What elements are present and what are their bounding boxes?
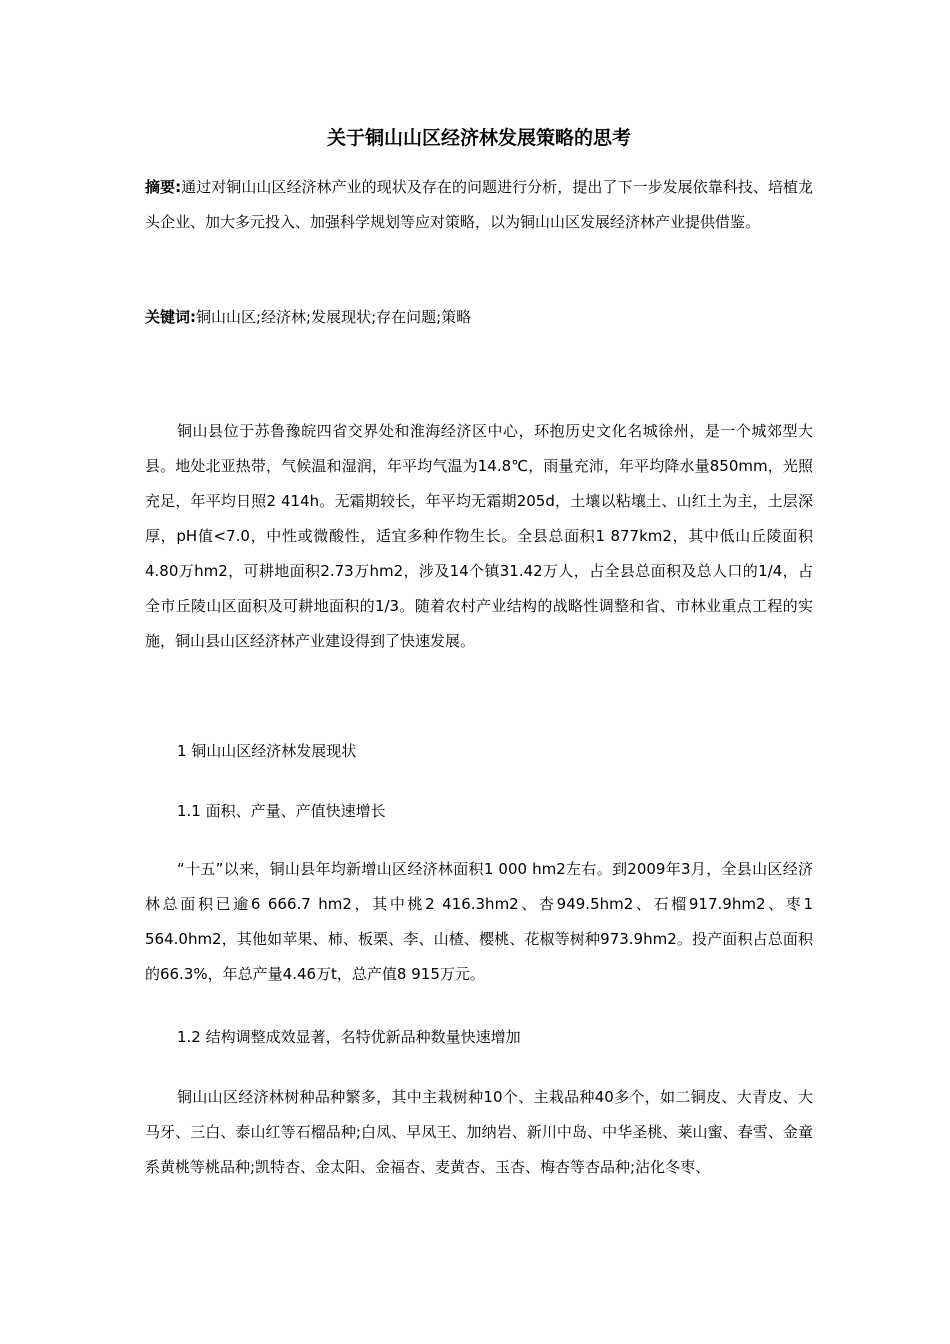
section-heading-1-2: 1.2 结构调整成效显著，名特优新品种数量快速增加 bbox=[177, 1028, 521, 1046]
keywords-label: 关键词: bbox=[145, 308, 196, 326]
section-heading-1: 1 铜山山区经济林发展现状 bbox=[177, 742, 357, 760]
document-title: 关于铜山山区经济林发展策略的思考 bbox=[326, 127, 631, 149]
abstract-label: 摘要: bbox=[145, 178, 182, 196]
paragraph-intro: 铜山县位于苏鲁豫皖四省交界处和淮海经济区中心，环抱历史文化名城徐州，是一个城郊型大县。地处北亚热带，气候温和湿润，年平均气温为14.8℃，雨量充沛，年平均降水量850mm，光照充足，年平均日照2 414h。无霜期较长，年平均无霜期205d，土壤以粘壤土、山红土为主，土层深厚，pH值<7.0，中性或微酸性，适宜多种作物生长。全县总面积1 877km2，其中低山丘陵面积4.80万hm2，可耕地面积2.73万hm2，涉及14个镇31.42万人，占全县总面积及总人口的1/4，占全市丘陵山区面积及可耕地面积的1/3。随着农村产业结构的战略性调整和省、市林业重点工程的实施，铜山县山区经济林产业建设得到了快速发展。 bbox=[145, 422, 813, 650]
section-heading-1-1: 1.1 面积、产量、产值快速增长 bbox=[177, 802, 386, 820]
abstract bbox=[145, 170, 813, 240]
paragraph-varieties: 铜山山区经济林树种品种繁多，其中主栽树种10个、主栽品种40多个，如二铜皮、大青皮、大马牙、三白、泰山红等石榴品种;白凤、早凤王、加纳岩、新川中岛、中华圣桃、莱山蜜、春雪、金童系黄桃等桃品种;凯特杏、金太阳、金福杏、麦黄杏、玉杏、梅杏等杏品种;沾化冬枣、 bbox=[145, 1088, 813, 1176]
keywords bbox=[145, 300, 813, 335]
abstract-text: 通过对铜山山区经济林产业的现状及存在的问题进行分析，提出了下一步发展依靠科技、培植龙头企业、加大多元投入、加强科学规划等应对策略，以为铜山山区发展经济林产业提供借鉴。 bbox=[145, 178, 813, 231]
keywords-text: 铜山山区;经济林;发展现状;存在问题;策略 bbox=[196, 308, 472, 326]
paragraph-area-growth: “十五”以来，铜山县年均新增山区经济林面积1 000 hm2左右。到2009年3月，全县山区经济林总面积已逾6 666.7 hm2，其中桃2 416.3hm2、杏949.5hm2、石榴917.9hm2、枣1 564.0hm2，其他如苹果、柿、板栗、李、山楂、樱桃、花椒等树种973.9hm2。投产面积占总面积的66.3%，年总产量4.46万t，总产值8 915万元。 bbox=[145, 860, 813, 983]
